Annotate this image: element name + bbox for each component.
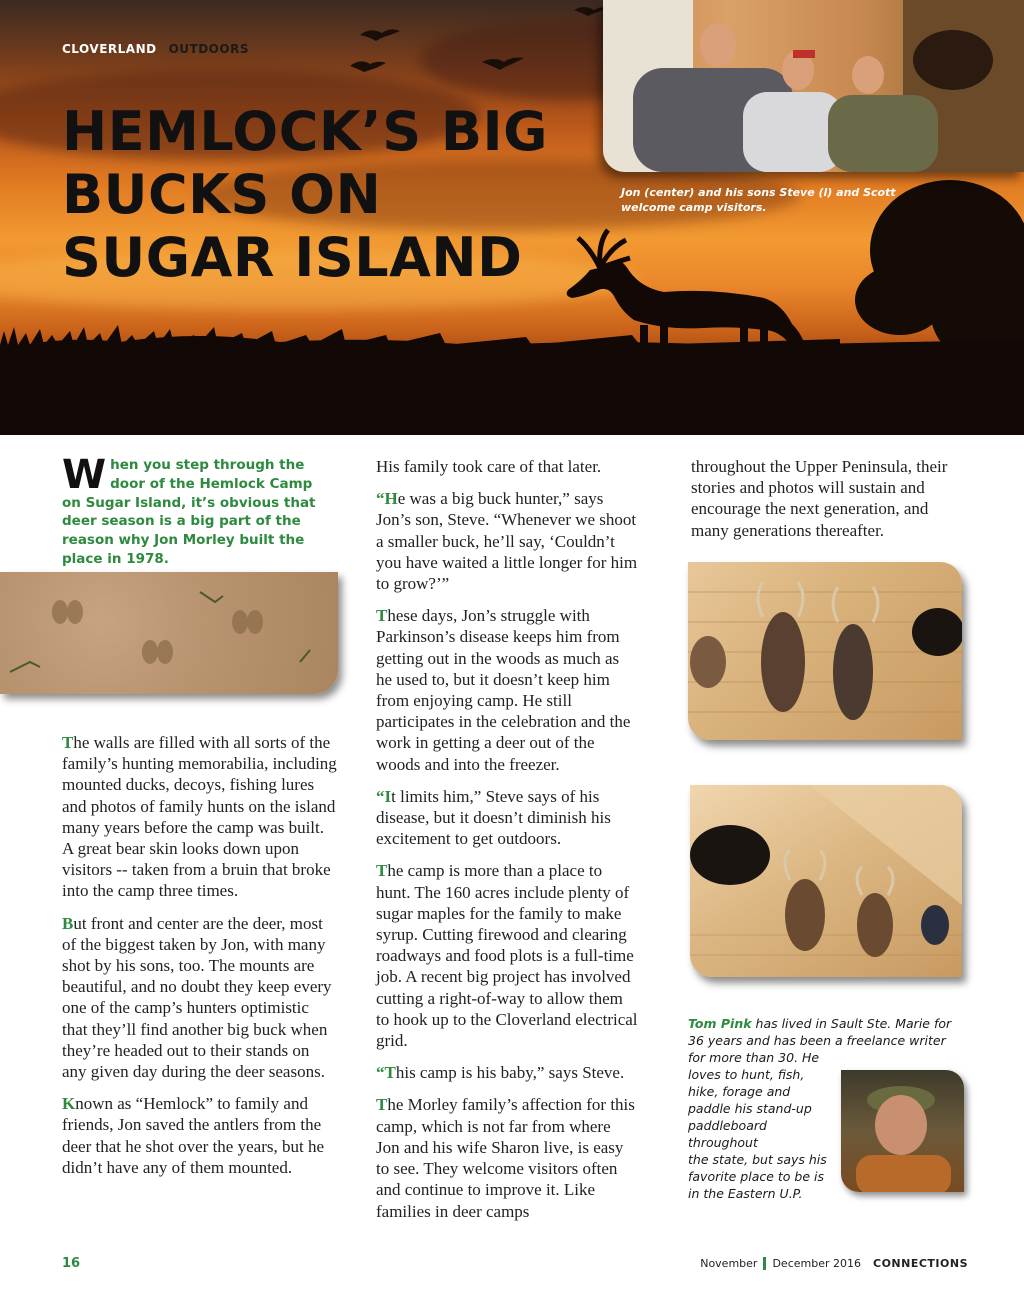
kicker-outdoors: OUTDOORS xyxy=(168,42,249,56)
kicker-cloverland: CLOVERLAND xyxy=(62,42,157,56)
paragraph: The camp is more than a place to hunt. The 160 acres include plenty of sugar maples for the family to make syrup. Cutting firewood and clearing roadways and food plots is a full-time job. A recent big project has involved cutting a right-of-way to allow them to hook up to the Cloverland electrical grid. xyxy=(376,861,638,1051)
paragraph: But front and center are the deer, most of the biggest taken by Jon, with many shot by his sons, too. The mounts are beautiful, and no doubt they keep every one of the camp’s hunters optimistic that they’ll find another big buck when they’re headed out to their stands on any given day during the deer seasons. xyxy=(62,913,332,1082)
camp-visitors-photo xyxy=(603,0,1024,172)
issue-date: December 2016 xyxy=(772,1257,861,1270)
section-kicker xyxy=(62,42,261,56)
bio-line: hike, forage and xyxy=(688,1084,791,1099)
paragraph: “This camp is his baby,” says Steve. xyxy=(376,1063,625,1083)
bio-line: in the Eastern U.P. xyxy=(688,1186,803,1201)
author-photo xyxy=(841,1070,964,1192)
deer-mounts-photo-2 xyxy=(690,785,962,977)
article-column-2 xyxy=(376,456,638,1233)
article-column-3 xyxy=(691,456,961,552)
bio-line: throughout xyxy=(688,1135,758,1150)
caption-line-2: welcome camp visitors. xyxy=(621,201,767,214)
lede-dropcap: W xyxy=(62,452,107,498)
hero-banner xyxy=(0,0,1024,435)
issue-month: November xyxy=(700,1257,758,1270)
paragraph: Known as “Hemlock” to family and friends, Jon saved the antlers from the deer that he shot over the years, but he didn’t have any of them mounted. xyxy=(62,1094,324,1177)
deer-mounts-photo-1 xyxy=(688,562,962,740)
magazine-name: CONNECTIONS xyxy=(873,1257,968,1270)
author-name: Tom Pink xyxy=(688,1016,752,1031)
bio-line: loves to hunt, fish, xyxy=(688,1067,805,1082)
article-column-1 xyxy=(62,732,338,1189)
paragraph: The Morley family’s affection for this camp, which is not far from where Jon and his wife Sharon live, is easy to see. They welcome visitors often and continue to improve it. Like families in deer camps xyxy=(376,1095,635,1221)
bio-line: paddleboard xyxy=(688,1118,767,1133)
paragraph: His family took care of that later. xyxy=(376,457,602,476)
birds-icon xyxy=(350,7,608,72)
lede-text: hen you step through the door of the Hemlock Camp on Sugar Island, it’s obvious that deer season is a big part of the reason why Jon Morley built the place in 1978. xyxy=(62,457,316,567)
caption-line-1: Jon (center) and his sons Steve (l) and Scott xyxy=(621,186,896,199)
bio-line: favorite place to be is xyxy=(688,1169,824,1184)
article-lede xyxy=(62,452,332,569)
bio-line: has lived in Sault Ste. Marie for xyxy=(751,1016,952,1031)
page-footer xyxy=(700,1257,968,1270)
paragraph: “It limits him,” Steve says of his disease, but it doesn’t diminish his excitement to get outdoors. xyxy=(376,786,611,849)
paragraph: “He was a big buck hunter,” says Jon’s son, Steve. “Whenever we shoot a smaller buck, he’ll say, ‘Couldn’t you have waited a little longer for him to grow?’” xyxy=(376,489,638,594)
bio-line: paddle his stand-up xyxy=(688,1101,812,1116)
paragraph: These days, Jon’s struggle with Parkinson’s disease keeps him from getting out in the woods as much as he used to, but it doesn’t keep him from enjoying camp. He still participates in the celebration and the work in getting a deer out of the woods and into the freezer. xyxy=(376,606,631,774)
bio-line: 36 years and has been a freelance writer xyxy=(688,1033,946,1048)
bio-line: for more than 30. He xyxy=(688,1050,820,1065)
footer-divider xyxy=(763,1257,766,1270)
paragraph: throughout the Upper Peninsula, their stories and photos will sustain and encourage the next generation, and many generations thereafter. xyxy=(691,457,948,540)
article-headline: HEMLOCK’S BIG BUCKS ON SUGAR ISLAND xyxy=(62,100,548,289)
deer-tracks-photo xyxy=(0,572,338,694)
paragraph: The walls are filled with all sorts of the family’s hunting memorabilia, including mounted ducks, decoys, fishing lures and photos of family hunts on the island many years before the camp was built. A great bear skin looks down upon visitors -- taken from a bruin that broke into the camp three times. xyxy=(62,733,337,901)
hero-photo-caption xyxy=(621,185,901,215)
page-number: 16 xyxy=(62,1256,81,1271)
bio-line: the state, but says his xyxy=(688,1152,827,1167)
